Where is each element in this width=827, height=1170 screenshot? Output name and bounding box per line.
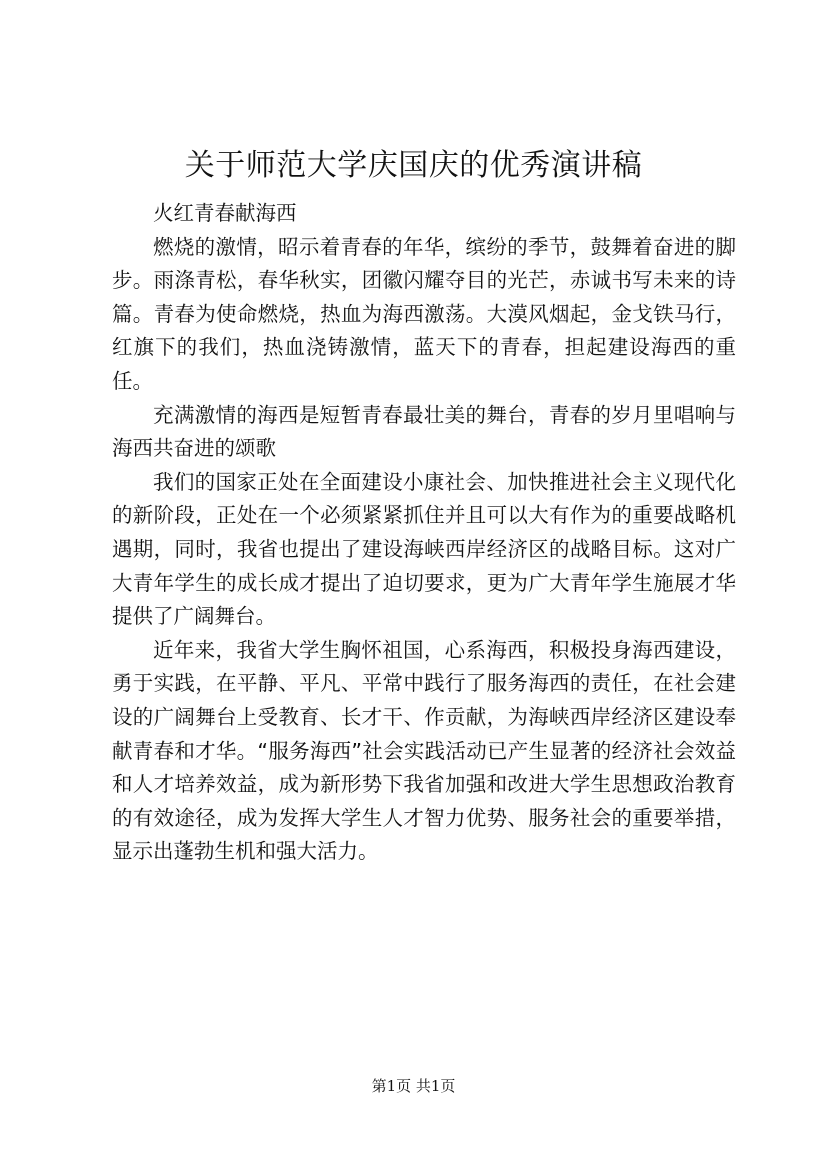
paragraph-3: 充满激情的海西是短暂青春最壮美的舞台，青春的岁月里唱响与海西共奋进的颂歌 [112,402,736,461]
paragraph-5: 近年来，我省大学生胸怀祖国，心系海西，积极投身海西建设，勇于实践，在平静、平凡、平常中践行了服务海西的责任，在社会建设的广阔舞台上受教育、长才干、作贡献，为海峡西岸经济区建设奉献青春和才华。“服务海西”社会实践活动已产生显著的经济社会效益和人才培养效益，成为新形势下我省加强和改进大学生思想政治教育的有效途径，成为发挥大学生人才智力优势、服务社会的重要举措，显示出蓬勃生机和强大活力。 [112,637,736,864]
paragraph-4: 我们的国家正处在全面建设小康社会、加快推进社会主义现代化的新阶段，正处在一个必须紧紧抓住并且可以大有作为的重要战略机遇期，同时，我省也提出了建设海峡西岸经济区的战略目标。这对广大青年学生的成长成才提出了迫切要求，更为广大青年学生施展才华提供了广阔舞台。 [112,469,736,629]
document-title: 关于师范大学庆国庆的优秀演讲稿 [184,148,643,183]
paragraph-1: 火红青春献海西 [153,201,297,225]
paragraph-2: 燃烧的激情，昭示着青春的年华，缤纷的季节，鼓舞着奋进的脚步。雨涤青松，春华秋实，团徽闪耀夺目的光芒，赤诚书写未来的诗篇。青春为使命燃烧，热血为海西激荡。大漠风烟起，金戈铁马行，红旗下的我们，热血浇铸激情，蓝天下的青春，担起建设海西的重任。 [112,234,736,393]
page-footer: 第1页 共1页 [371,1077,456,1095]
document-body [112,197,736,869]
